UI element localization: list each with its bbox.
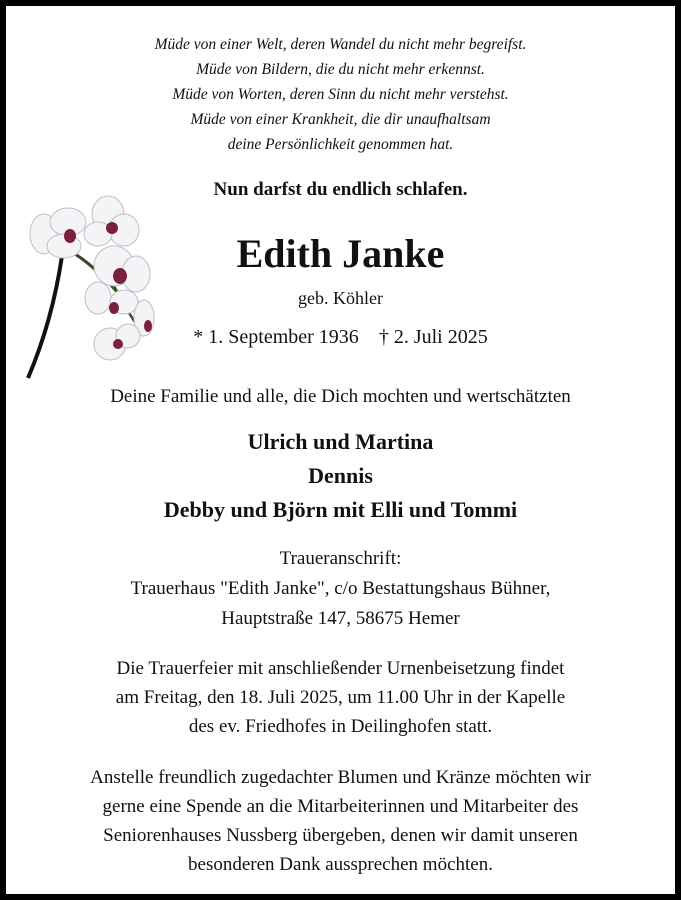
deceased-name: Edith Janke: [236, 231, 445, 276]
poem-line: Müde von einer Krankheit, die dir unaufhaltsam: [190, 111, 491, 128]
birth-date: * 1. September 1936: [193, 326, 359, 348]
donation-line: gerne eine Spende an die Mitarbeiterinnen und Mitarbeiter des: [102, 796, 579, 817]
donation-line: Seniorenhauses Nussberg übergeben, denen wir damit unseren: [103, 825, 578, 846]
ceremony-line: am Freitag, den 18. Juli 2025, um 11.00 Uhr in der Kapelle: [115, 687, 566, 708]
family-name-line: Debby und Björn mit Elli und Tommi: [163, 497, 518, 522]
family-name-line: Ulrich und Martina: [247, 429, 434, 454]
donation-line: Anstelle freundlich zugedachter Blumen und Kränze möchten wir: [90, 767, 591, 788]
motto: Nun darfst du endlich schlafen.: [213, 179, 468, 200]
poem-line: Müde von Bildern, die du nicht mehr erkennst.: [196, 61, 485, 78]
address-line: Trauerhaus "Edith Janke", c/o Bestattungshaus Bühner,: [130, 578, 551, 599]
death-date: † 2. Juli 2025: [378, 326, 488, 348]
poem-line: Müde von Worten, deren Sinn du nicht mehr verstehst.: [172, 86, 509, 103]
obituary-notice: [6, 6, 675, 894]
ceremony-line: des ev. Friedhofes in Deilinghofen statt.: [188, 716, 493, 737]
ceremony-line: Die Trauerfeier mit anschließender Urnenbeisetzung findet: [116, 658, 565, 679]
family-name-line: Dennis: [308, 463, 373, 488]
poem-line: Müde von einer Welt, deren Wandel du nicht mehr begreifst.: [154, 36, 527, 53]
address-line: Hauptstraße 147, 58675 Hemer: [221, 608, 460, 629]
donation-line: besonderen Dank aussprechen möchten.: [188, 854, 493, 875]
maiden-name: geb. Köhler: [298, 288, 383, 308]
mourners-intro: Deine Familie und alle, die Dich mochten und wertschätzten: [110, 386, 571, 407]
orchid-flower-image: [24, 186, 164, 381]
life-dates: [6, 326, 675, 349]
poem-line: deine Persönlichkeit genommen hat.: [227, 136, 454, 153]
address-line: Traueranschrift:: [279, 548, 402, 569]
